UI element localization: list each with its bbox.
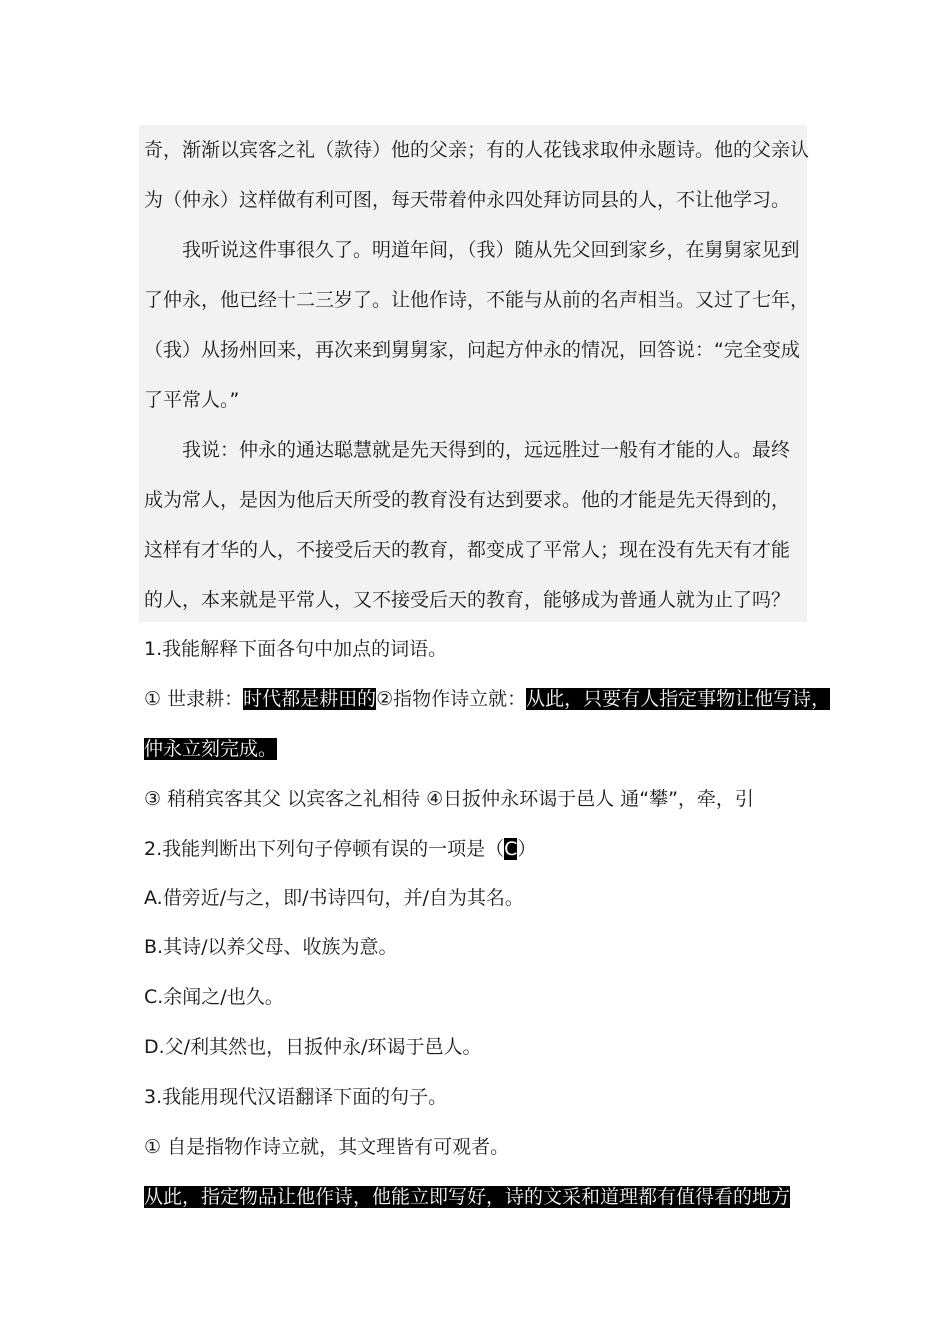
passage-line-9: 这样有才华的人，不接受后天的教育，都变成了平常人；现在没有先天有才能 <box>144 539 791 561</box>
q1-prompt: 1.我能解释下面各句中加点的词语。 <box>144 638 448 660</box>
q3-prompt: 3.我能用现代汉语翻译下面的句子。 <box>144 1086 448 1108</box>
q2-prompt <box>144 824 814 874</box>
q1-item2-answer: 从此，只要有人指定事物让他写诗， <box>526 688 831 710</box>
passage-line-7: 我说：仲永的通达聪慧就是先天得到的，远远胜过一般有才能的人。最终 <box>182 439 791 461</box>
q1-item2-answer-line2: 仲永立刻完成。 <box>144 738 278 760</box>
passage-line-8: 成为常人，是因为他后天所受的教育没有达到要求。他的才能是先天得到的， <box>144 489 791 511</box>
passage-line-2: 为（仲永）这样做有利可图，每天带着仲永四处拜访同县的人，不让他学习。 <box>144 189 791 211</box>
q2-option-a: A.借旁近/与之，即/书诗四句，并/自为其名。 <box>144 887 524 909</box>
q1-item1-answer: 时代都是耕田的 <box>243 688 377 710</box>
passage-line-1: 奇，渐渐以宾客之礼（款待）他的父亲；有的人花钱求取仲永题诗。他的父亲认 <box>144 139 810 161</box>
q3-item1-answer-line <box>144 1172 814 1222</box>
q1-item2-answer-cont <box>144 724 814 774</box>
passage-line-5: （我）从扬州回来，再次来到舅舅家，问起方仲永的情况，回答说：“完全变成 <box>144 339 800 361</box>
q1-items-3-4: ③ 稍稍宾客其父 以宾客之礼相待 ④日扳仲永环谒于邑人 通“攀”，牵，引 <box>144 788 754 810</box>
q1-item2-label: ②指物作诗立就： <box>376 688 527 710</box>
q2-prompt-close: ） <box>517 838 537 860</box>
q1-item1-label: ① 世隶耕： <box>144 688 244 710</box>
passage-line-6: 了平常人。” <box>144 389 240 411</box>
q2-option-c: C.余闻之/也久。 <box>144 986 284 1008</box>
q3-item1-answer: 从此，指定物品让他作诗，他能立即写好，诗的文采和道理都有值得看的地方 <box>144 1186 791 1208</box>
q2-answer: C <box>504 838 518 860</box>
q2-prompt-text: 2.我能判断出下列句子停顿有误的一项是（ <box>144 838 505 860</box>
q3-item1: ① 自是指物作诗立就，其文理皆有可观者。 <box>144 1136 510 1158</box>
q2-option-d: D.父/利其然也，日扳仲永/环谒于邑人。 <box>144 1036 482 1058</box>
passage-line-3: 我听说这件事很久了。明道年间，（我）随从先父回到家乡，在舅舅家见到 <box>182 239 800 261</box>
passage-line-4: 了仲永，他已经十二三岁了。让他作诗，不能与从前的名声相当。又过了七年， <box>144 289 810 311</box>
q1-items-1-2 <box>144 674 831 724</box>
q2-option-b: B.其诗/以养父母、收族为意。 <box>144 936 398 958</box>
passage-line-10: 的人，本来就是平常人，又不接受后天的教育，能够成为普通人就为止了吗？ <box>144 589 791 611</box>
